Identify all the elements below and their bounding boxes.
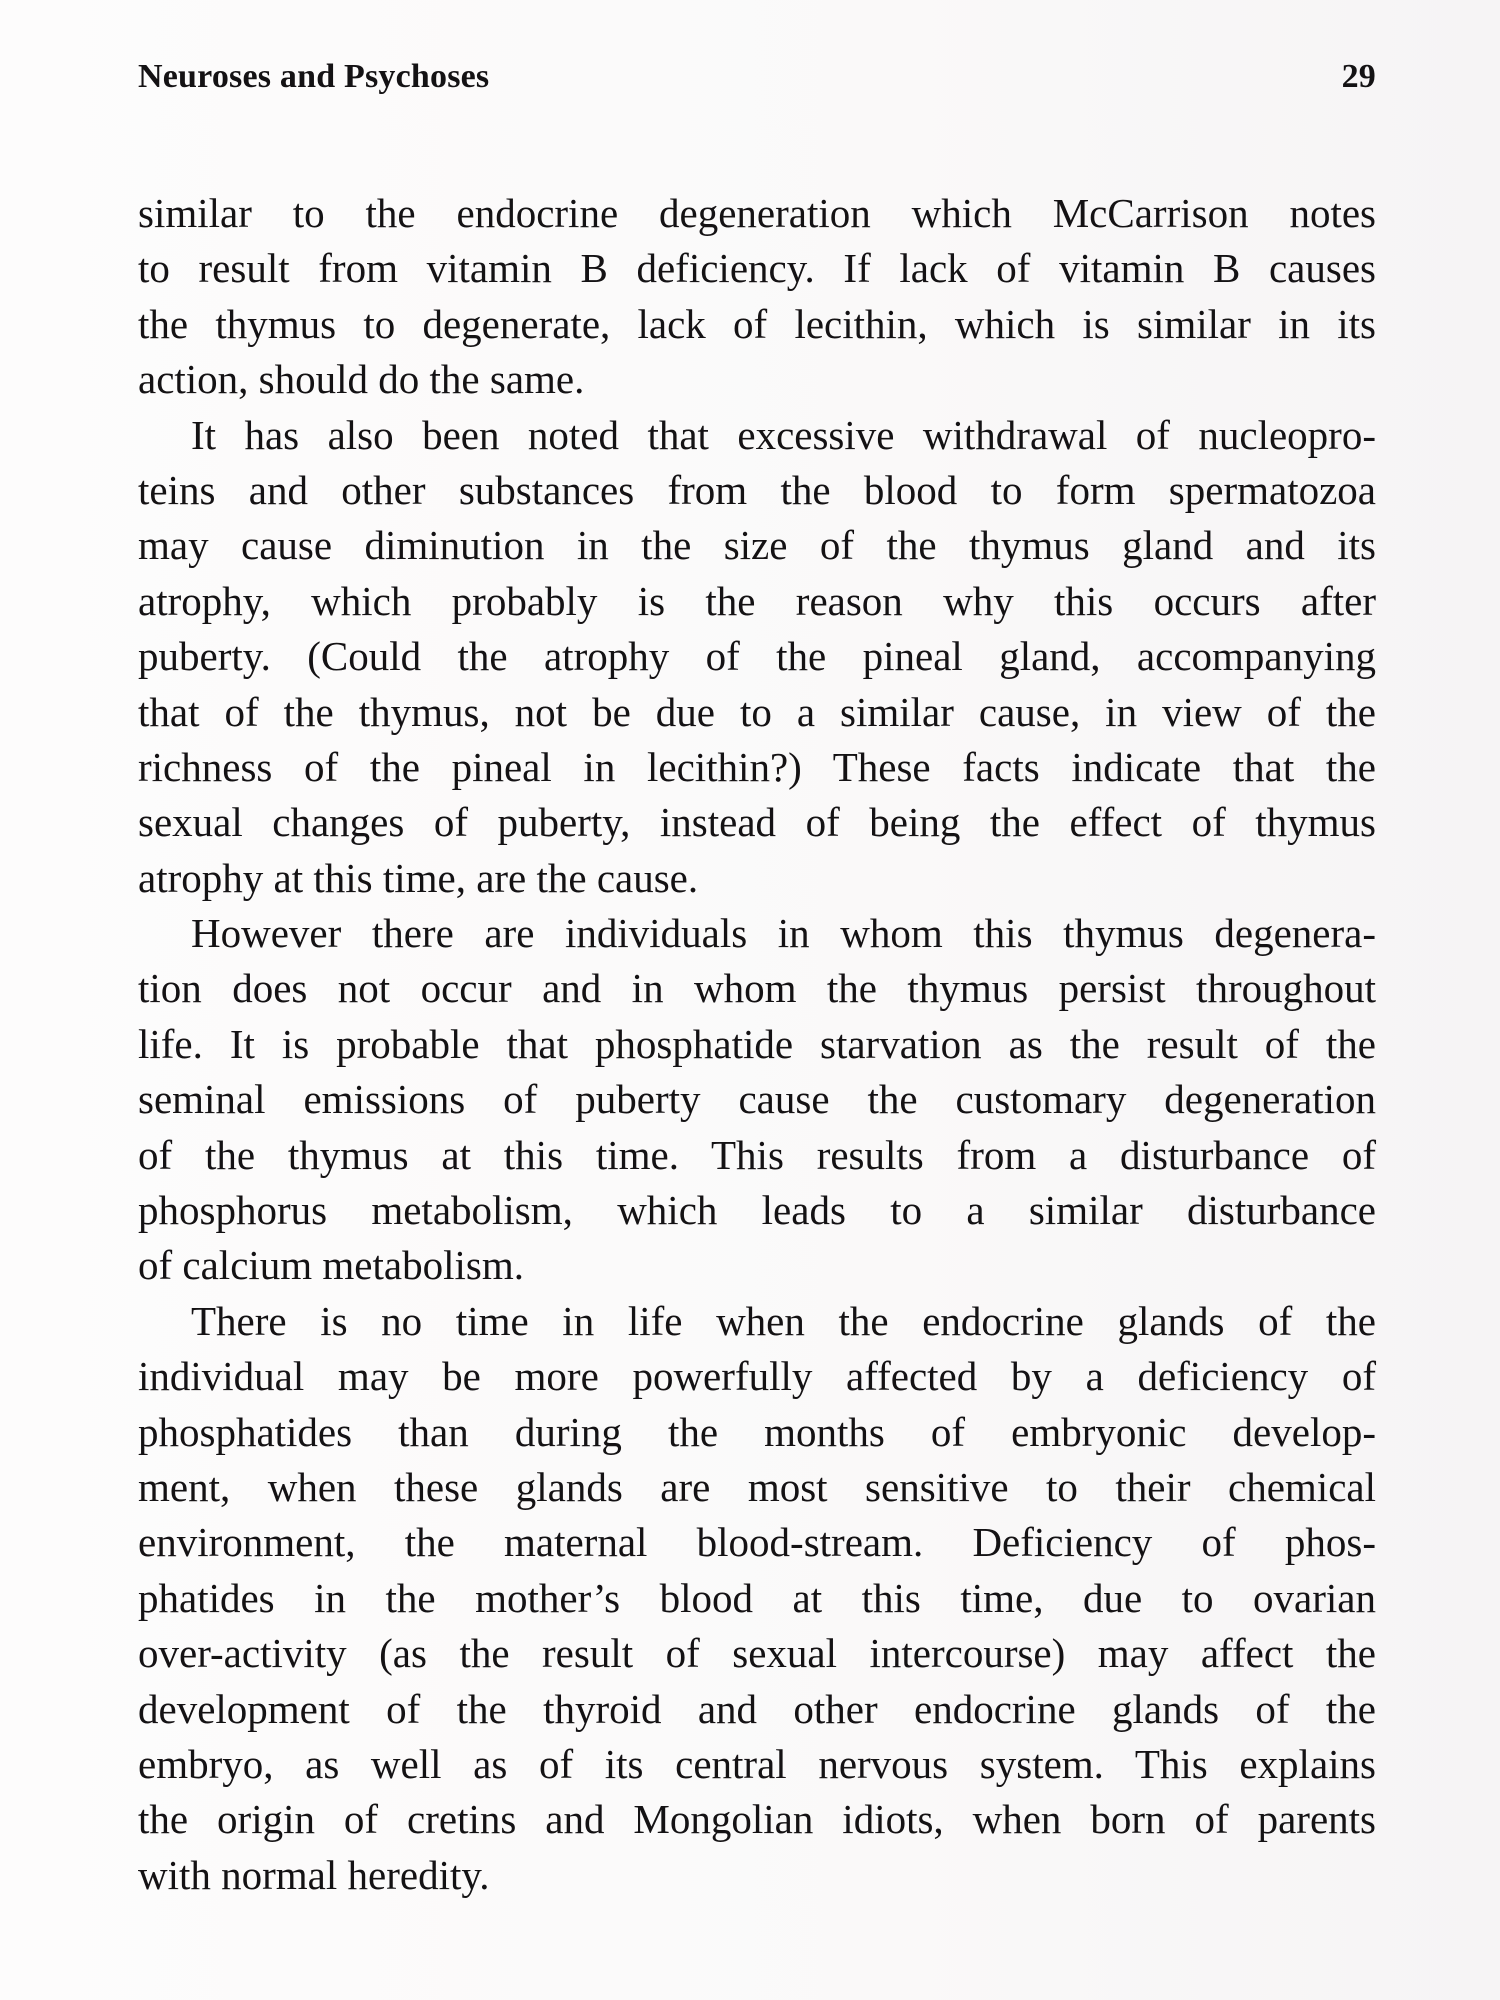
text-line: the origin of cretins and Mongolian idiots, when born of parents (138, 1796, 1376, 1843)
text-line: phatides in the mother’s blood at this time, due to ovarian (138, 1574, 1376, 1621)
text-line: of the thymus at this time. This results from a disturbance of (138, 1131, 1376, 1178)
paragraph-start-line: However there are individuals in whom this thymus degenera- (191, 910, 1376, 957)
text-line: atrophy at this time, are the cause. (138, 854, 699, 901)
text-line: teins and other substances from the blood to form spermatozoa (138, 466, 1376, 513)
text-line: development of the thyroid and other endocrine glands of the (138, 1685, 1376, 1732)
running-head (138, 58, 1376, 96)
text-line: over-activity (as the result of sexual intercourse) may affect the (138, 1630, 1376, 1677)
text-line: embryo, as well as of its central nervous system. This explains (138, 1740, 1376, 1787)
text-line: individual may be more powerfully affected by a deficiency of (138, 1353, 1376, 1400)
text-line: phosphatides than during the months of embryonic develop- (138, 1408, 1376, 1455)
text-line: sexual changes of puberty, instead of being the effect of thymus (138, 799, 1376, 846)
page-number: 29 (1341, 58, 1376, 95)
text-line: puberty. (Could the atrophy of the pineal gland, accompanying (138, 633, 1376, 680)
text-line: ment, when these glands are most sensitive to their chemical (138, 1463, 1376, 1510)
text-line: phosphorus metabolism, which leads to a similar disturbance (138, 1187, 1376, 1234)
text-line: life. It is probable that phosphatide starvation as the result of the (138, 1020, 1376, 1067)
text-line: the thymus to degenerate, lack of lecithin, which is similar in its (138, 300, 1376, 347)
text-line: action, should do the same. (138, 356, 585, 403)
paragraph-start-line: There is no time in life when the endocrine glands of the (191, 1297, 1376, 1344)
text-line: seminal emissions of puberty cause the customary degeneration (138, 1076, 1376, 1123)
running-head-title: Neuroses and Psychoses (138, 58, 490, 95)
text-line: may cause diminution in the size of the thymus gland and its (138, 522, 1376, 569)
text-line: richness of the pineal in lecithin?) These facts indicate that the (138, 743, 1376, 790)
paragraph-start-line: It has also been noted that excessive withdrawal of nucleopro- (191, 411, 1376, 458)
text-line: to result from vitamin B deficiency. If lack of vitamin B causes (138, 245, 1376, 292)
body-text (138, 186, 1376, 1903)
text-line: environment, the maternal blood-stream. Deficiency of phos- (138, 1519, 1376, 1566)
text-line: that of the thymus, not be due to a similar cause, in view of the (138, 688, 1376, 735)
text-line: of calcium metabolism. (138, 1242, 524, 1289)
text-line: atrophy, which probably is the reason why this occurs after (138, 577, 1376, 624)
text-line: similar to the endocrine degeneration which McCarrison notes (138, 190, 1376, 236)
text-line: with normal heredity. (138, 1851, 490, 1898)
text-line: tion does not occur and in whom the thymus persist throughout (138, 965, 1376, 1012)
